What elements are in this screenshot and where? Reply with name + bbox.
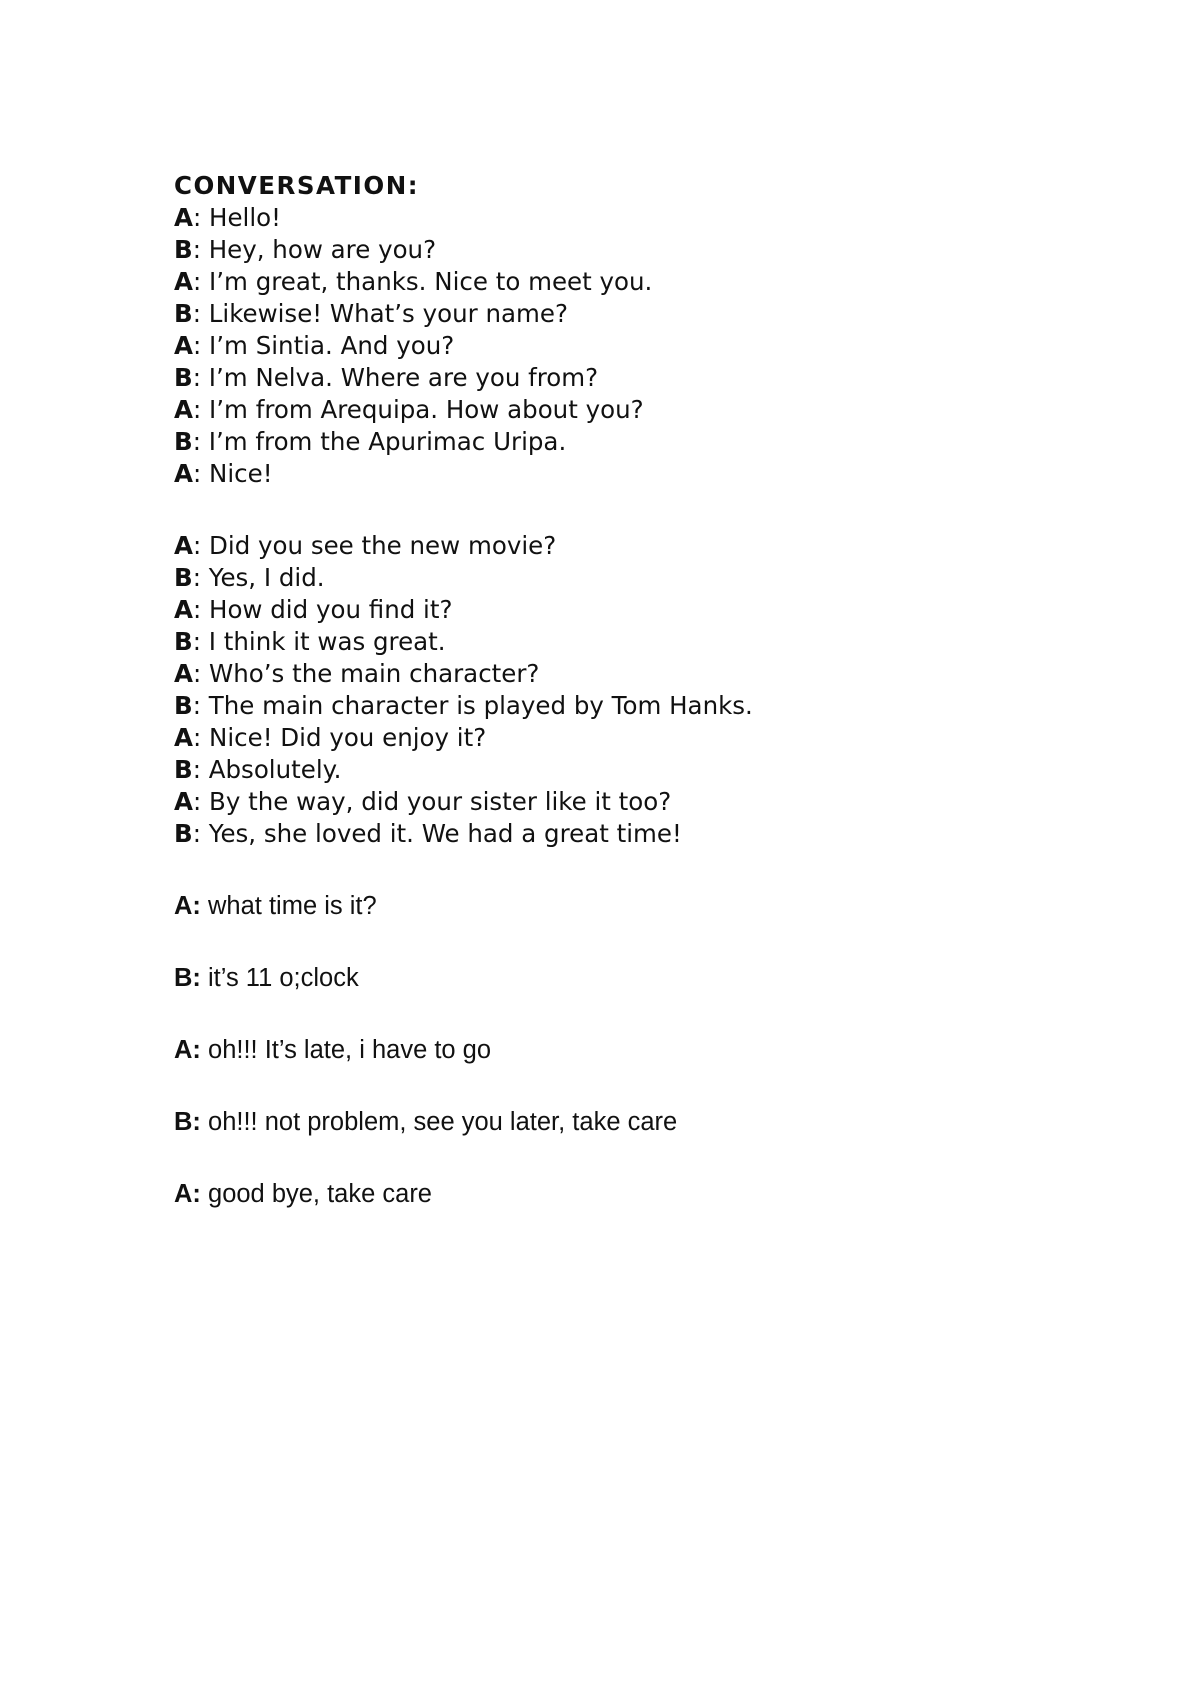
- line-text: Yes, I did.: [200, 563, 325, 592]
- line-text: Hello!: [201, 203, 281, 232]
- dialogue-line: [174, 426, 1134, 458]
- speaker-label: A: [174, 459, 193, 488]
- speaker-label: A: [174, 1036, 193, 1064]
- line-text: good bye, take care: [200, 1180, 432, 1208]
- line-text: I’m Nelva. Where are you from?: [200, 363, 599, 392]
- speaker-label: A: [174, 267, 193, 296]
- separator: :: [192, 819, 201, 848]
- line-text: Nice! Did you enjoy it?: [201, 723, 487, 752]
- dialogue-line: [174, 962, 1134, 994]
- line-text: Yes, she loved it. We had a great time!: [200, 819, 682, 848]
- separator: :: [192, 627, 201, 656]
- line-text: By the way, did your sister like it too?: [201, 787, 672, 816]
- dialogue-line: [174, 722, 1134, 754]
- separator: :: [192, 267, 202, 296]
- speaker-label: A: [174, 892, 193, 920]
- line-text: Hey, how are you?: [200, 235, 437, 264]
- line-text: I think it was great.: [200, 627, 446, 656]
- dialogue-line: [174, 818, 1134, 850]
- dialogue-line: [174, 458, 1134, 490]
- separator: :: [192, 235, 201, 264]
- speaker-label: A: [174, 331, 193, 360]
- speaker-label: B: [174, 819, 193, 848]
- dialogue-line: [174, 330, 1134, 362]
- separator: :: [192, 659, 202, 688]
- line-text: Did you see the new movie?: [201, 531, 557, 560]
- speaker-label: B: [174, 691, 193, 720]
- separator: :: [192, 563, 201, 592]
- speaker-label: A: [174, 203, 193, 232]
- line-text: Who’s the main character?: [201, 659, 540, 688]
- separator: :: [192, 363, 201, 392]
- speaker-label: B: [174, 235, 193, 264]
- speaker-label: A: [174, 531, 193, 560]
- speaker-label: B: [174, 299, 193, 328]
- separator: :: [192, 1108, 201, 1136]
- line-text: Absolutely.: [200, 755, 342, 784]
- conversation-text: [174, 170, 1134, 1250]
- line-text: oh!!! not problem, see you later, take care: [200, 1108, 678, 1136]
- speaker-label: B: [174, 1108, 193, 1136]
- line-text: Likewise! What’s your name?: [200, 299, 568, 328]
- speaker-label: B: [174, 755, 193, 784]
- separator: :: [192, 691, 201, 720]
- separator: :: [192, 299, 201, 328]
- separator: :: [192, 427, 201, 456]
- line-text: oh!!! It’s late, i have to go: [200, 1036, 492, 1064]
- speaker-label: A: [174, 659, 193, 688]
- conversation-section-movie: [174, 530, 1134, 850]
- line-text: I’m great, thanks. Nice to meet you.: [201, 267, 653, 296]
- separator: :: [192, 964, 201, 992]
- dialogue-line: [174, 594, 1134, 626]
- speaker-label: B: [174, 363, 193, 392]
- dialogue-line: [174, 690, 1134, 722]
- separator: :: [192, 892, 201, 920]
- dialogue-line: [174, 266, 1134, 298]
- speaker-label: A: [174, 723, 193, 752]
- speaker-label: B: [174, 563, 193, 592]
- line-text: How did you find it?: [201, 595, 453, 624]
- separator: :: [192, 395, 202, 424]
- line-text: I’m from the Apurimac Uripa.: [200, 427, 567, 456]
- dialogue-line: [174, 202, 1134, 234]
- conversation-section-greeting: [174, 202, 1134, 490]
- line-text: The main character is played by Tom Hanks.: [200, 691, 753, 720]
- dialogue-line: [174, 1034, 1134, 1066]
- dialogue-line: [174, 1178, 1134, 1210]
- separator: :: [192, 1036, 201, 1064]
- conversation-section-farewell: [174, 890, 1134, 1210]
- dialogue-line: [174, 298, 1134, 330]
- dialogue-line: [174, 362, 1134, 394]
- dialogue-line: [174, 562, 1134, 594]
- dialogue-line: [174, 626, 1134, 658]
- dialogue-line: [174, 394, 1134, 426]
- speaker-label: B: [174, 627, 193, 656]
- speaker-label: A: [174, 595, 193, 624]
- line-text: I’m from Arequipa. How about you?: [201, 395, 644, 424]
- dialogue-line: [174, 890, 1134, 922]
- speaker-label: A: [174, 787, 193, 816]
- line-text: what time is it?: [200, 892, 377, 920]
- separator: :: [192, 331, 202, 360]
- dialogue-line: [174, 234, 1134, 266]
- separator: :: [192, 595, 202, 624]
- dialogue-line: [174, 1106, 1134, 1138]
- line-text: it’s 11 o;clock: [200, 964, 359, 992]
- speaker-label: B: [174, 964, 193, 992]
- speaker-label: A: [174, 395, 193, 424]
- separator: :: [192, 459, 202, 488]
- dialogue-line: [174, 658, 1134, 690]
- line-text: Nice!: [201, 459, 273, 488]
- section-spacer: [174, 850, 1134, 890]
- dialogue-line: [174, 786, 1134, 818]
- separator: :: [192, 755, 201, 784]
- separator: :: [192, 723, 202, 752]
- separator: :: [192, 203, 202, 232]
- separator: :: [192, 1180, 201, 1208]
- speaker-label: B: [174, 427, 193, 456]
- section-spacer: [174, 490, 1134, 530]
- document-title: CONVERSATION:: [174, 171, 420, 200]
- line-text: I’m Sintia. And you?: [201, 331, 455, 360]
- speaker-label: A: [174, 1180, 193, 1208]
- separator: :: [192, 787, 202, 816]
- dialogue-line: [174, 754, 1134, 786]
- separator: :: [192, 531, 202, 560]
- dialogue-line: [174, 530, 1134, 562]
